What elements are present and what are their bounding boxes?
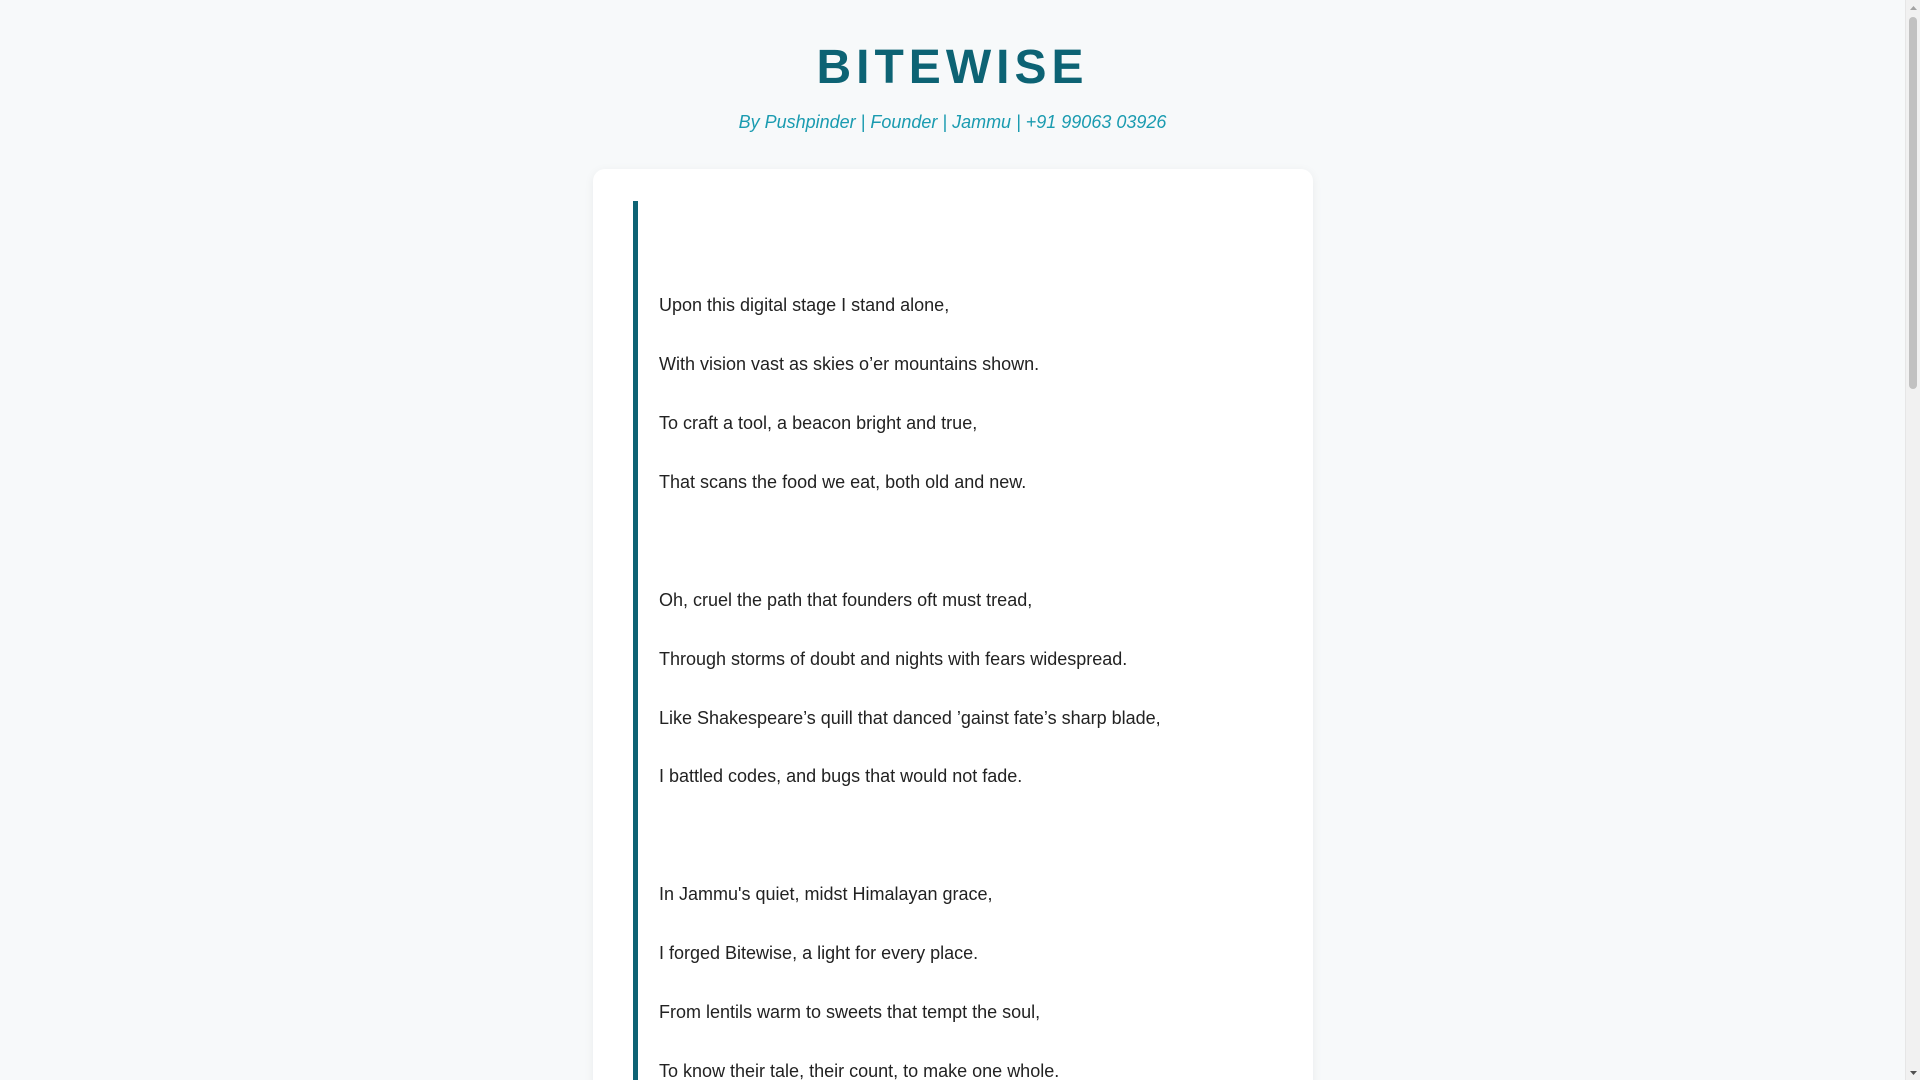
poem-blockquote (633, 201, 1273, 1080)
poem-line: Through storms of doubt and nights with fears widespread. (659, 649, 1128, 669)
founder-byline: By Pushpinder | Founder | Jammu | +91 99063 03926 (738, 112, 1167, 132)
poem-line: In Jammu's quiet, midst Himalayan grace, (659, 884, 993, 904)
poem-card (593, 169, 1313, 1080)
poem-line: I forged Bitewise, a light for every place. (659, 943, 979, 963)
poem-line: From lentils warm to sweets that tempt the soul, (659, 1002, 1041, 1022)
poem-line: With vision vast as skies o’er mountains shown. (659, 354, 1040, 374)
scrollbar-thumb[interactable] (1909, 17, 1917, 389)
poem-line: That scans the food we eat, both old and new. (659, 472, 1027, 492)
poem-line: Like Shakespeare’s quill that danced ’gainst fate’s sharp blade, (659, 708, 1161, 728)
poem-line: Oh, cruel the path that founders oft must tread, (659, 590, 1033, 610)
poem-line: Upon this digital stage I stand alone, (659, 295, 950, 315)
brand-title: BITEWISE (816, 41, 1089, 94)
poem-line: I battled codes, and bugs that would not fade. (659, 766, 1023, 786)
vertical-scrollbar[interactable] (1905, 0, 1920, 1080)
poem-line: To know their tale, their count, to make one whole. (659, 1061, 1060, 1080)
poem-line: To craft a tool, a beacon bright and true, (659, 413, 978, 433)
scroll-down-arrow-icon[interactable] (1906, 1065, 1920, 1080)
scroll-up-arrow-icon[interactable] (1906, 0, 1920, 15)
